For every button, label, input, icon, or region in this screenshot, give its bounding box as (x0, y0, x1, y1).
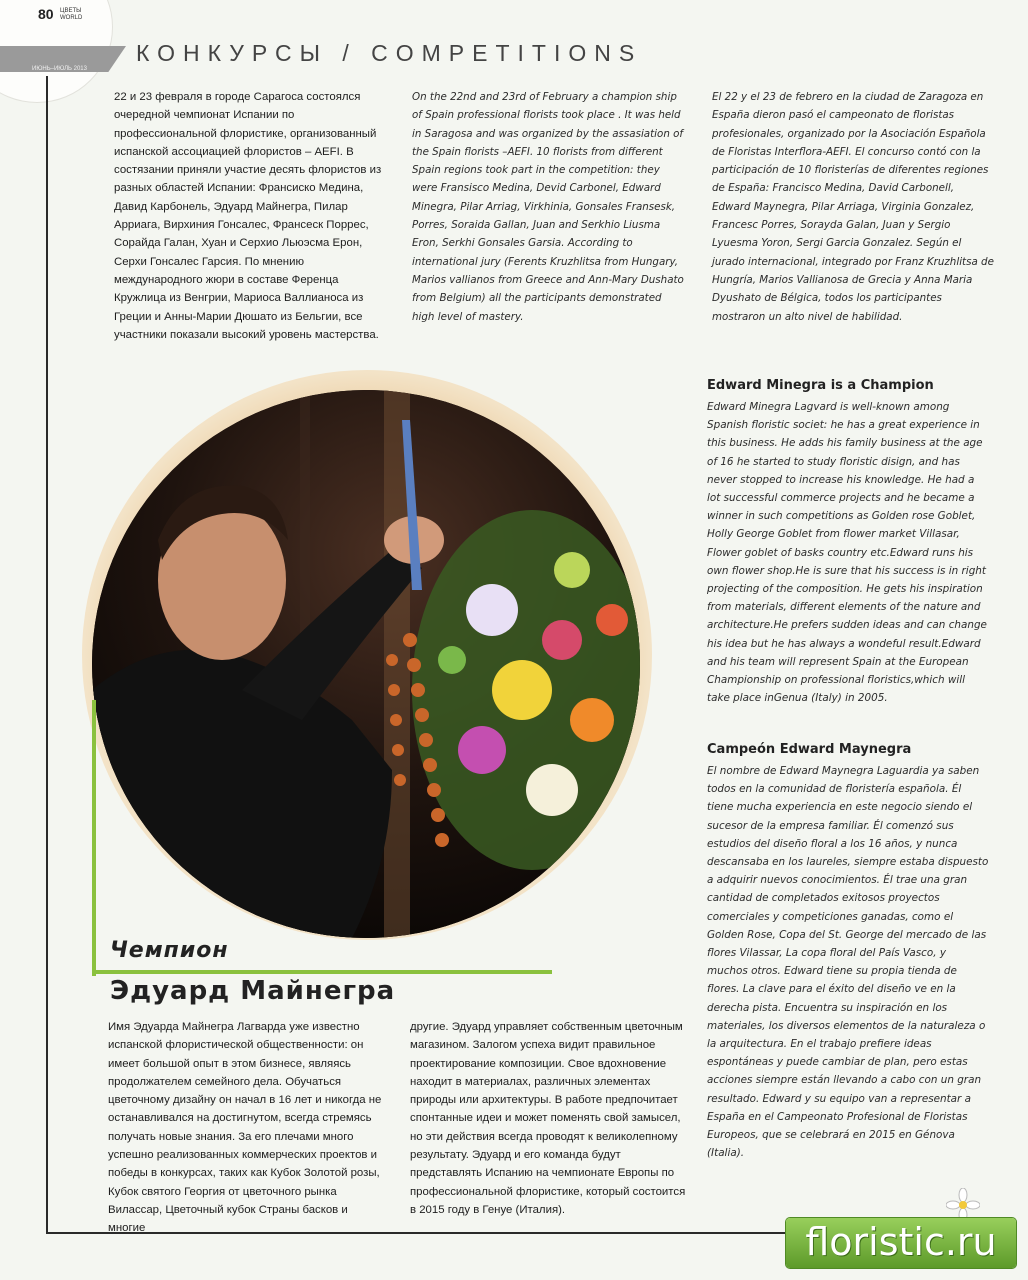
floristic-logo[interactable] (786, 1218, 1016, 1268)
es-article-title: Campeón Edward Maynegra (707, 742, 912, 757)
intro-english: On the 22nd and 23rd of February a champion ship of Spain professional florists took place . It was held in Saragosa and was organized by the assasiation of the Spain florists –AEFI. 10 florists from different Spain regions took part in the competition: they were Fransisco Medina, Devid Carbonel, Edward Minegra, Pilar Arriag, Virkhinia, Gonsales Fransesk, Porres, Soraida Gallan, Juan and Serkhio Liusma Eron, Serkhi Gonsales Garsia. According to international jury (Ferents Kruzhlitsa from Hungary, Marios vallianos from Greece and Ann-Mary Dushato from Belgium) all the participants demonstrated high level of mastery. (412, 91, 684, 323)
en-article-title: Edward Minegra is a Champion (707, 378, 934, 393)
page-number: 80 (38, 6, 54, 22)
intro-russian: 22 и 23 февраля в городе Сарагоса состоялся очередной чемпионат Испании по профессиональной флористике, организованный испанской ассоциацией флористов – AEFI. В состязании приняли участие десять флористов из разных областей Испании: Франсиско Медина, Давид Карбонель, Эдуард Майнегра, Пилар Арриага, Вирхиния Гонсалес, Франсеск Поррес, Сорайда Галан, Хуан и Серхио Льюэсма Ерон, Серхи Гонсалес Гарсия. По мнению международного жюри в составе Ференца Кружлица из Венгрии, Мариоса Валлианоса из Греции и Анны-Марии Дюшато из Бельгии, все участники показали высокий уровень мастерства. (114, 91, 382, 341)
en-article-body: Edward Minegra Lagvard is well-known among Spanish floristic societ: he has a great experience in this business. He adds his family business at the age of 16 he started to study floristic disign, and has never stopped to increase his knowledge. He had a lot successful commerce projects and he became a winner in such competitions as Golden rose Goblet, Holly George Goblet from flower market Villasar, Flower goblet of basks country etc.Edward runs his own flower shop.He is sure that his success is in right projecting of the composition. He gets his inspiration from materials, different elements of the nature and architecture.He prefers sudden ideas and can change his idea but he has always a wondeful result.Edward and his team will represent Spain at the European Championship on professional floristics,which will take place inGenua (Italy) in 2005. (707, 401, 987, 705)
champion-photo-illustration (92, 390, 640, 938)
accent-line-horizontal (92, 970, 552, 974)
issue-date: ИЮНЬ–ИЮЛЬ 2013 (32, 66, 87, 72)
ru-article-column-2: другие. Эдуард управляет собственным цветочным магазином. Залогом успеха видит правильное проектирование композиции. Свое вдохновение находит в материалах, различных элементах природы или архитектуры. В работе предпочитает спонтанные идеи и может поменять свой замысел, но эти действия всегда проводят к великолепному результату. Эдуард и его команда будут представлять Испанию на чемпионате Европы по профессиональной флористике, который состоится в 2015 году в Генуе (Италия). (410, 1021, 686, 1216)
ru-article-title-line1: Чемпион (110, 938, 229, 963)
section-title: КОНКУРСЫ / COMPETITIONS (136, 40, 643, 66)
ru-article-title-line2: Эдуард Майнегра (110, 976, 396, 1006)
accent-line-vertical (92, 700, 96, 976)
logo-text: floristic.ru (805, 1220, 997, 1264)
ru-article-column-1: Имя Эдуарда Майнегра Лагварда уже известно испанской флористической общественности: он имеет большой опыт в этом бизнесе, являясь продолжателем семейного дела. Обучаться цветочному дизайну он начал в 16 лет и никогда не останавливался на достигнутом, всегда стремясь получать новые знания. За его плечами много успешно реализованных коммерческих проектов и победы в конкурсах, таких как Кубок Золотой розы, Кубок святого Георгия от цветочного рынка Вилассар, Цветочный кубок Страны басков и многие (108, 1021, 382, 1235)
intro-spanish: El 22 y el 23 de febrero en la ciudad de Zaragoza en España dieron pasó el campeonato de floristas profesionales, organizado por la Asociación Española de Floristas Interflora-AEFI. El concurso contó con la participación de 10 floristerías de diferentes regiones de España: Francisco Medina, David Carbonell, Edward Maynegra, Pilar Arriaga, Virginia Gonzalez, Francesc Porres, Sorayda Galan, Juan y Sergio Lyuesma Yoron, Sergi Garcia Gonzalez. Según el jurado internacional, integrado por Franz Kruzhlitsa de Hungría, Marios Vallianosa de Grecia y Anna Maria Dyushato de Bélgica, todos los participantes mostraron un alto nivel de habilidad. (712, 91, 994, 323)
frame-left-rule (46, 76, 48, 1234)
magazine-name: ЦВЕТЫ WORLD (60, 8, 83, 21)
es-article-body: El nombre de Edward Maynegra Laguardia ya saben todos en la comunidad de floristería española. Él tiene mucha experiencia en este negocio siendo el sucesor de la empresa familiar. Él comenzó sus estudios del diseño floral a los 16 años, y nunca descansaba en los laureles, siempre estaba dispuesto a adquirir nuevos conocimientos. Él trae una gran cantidad de completados exitosos proyectos comerciales y competiciones ganadas, como el Golden Rose, Copa del St. George del mercado de las flores Vilassar, La copa floral del País Vasco, y muchos otros. Edward tiene su propia tienda de flores. La clave para el éxito del diseño ve en la derecha pista. Encuentra su inspiración en los materiales, los diversos elementos de la naturaleza o la arquitectura. En el trabajo prefiere ideas espontáneas y puede cambiar de plan, pero estas acciones siempre están llevando a cabo con un gran resultado. Edward y su equipo van a representar a España en el Campeonato Profesional de Floristas Europeos, que se celebrará en 2015 en Génova (Italia). (707, 765, 989, 1160)
flower-icon (946, 1188, 980, 1222)
champion-photo (92, 390, 640, 938)
